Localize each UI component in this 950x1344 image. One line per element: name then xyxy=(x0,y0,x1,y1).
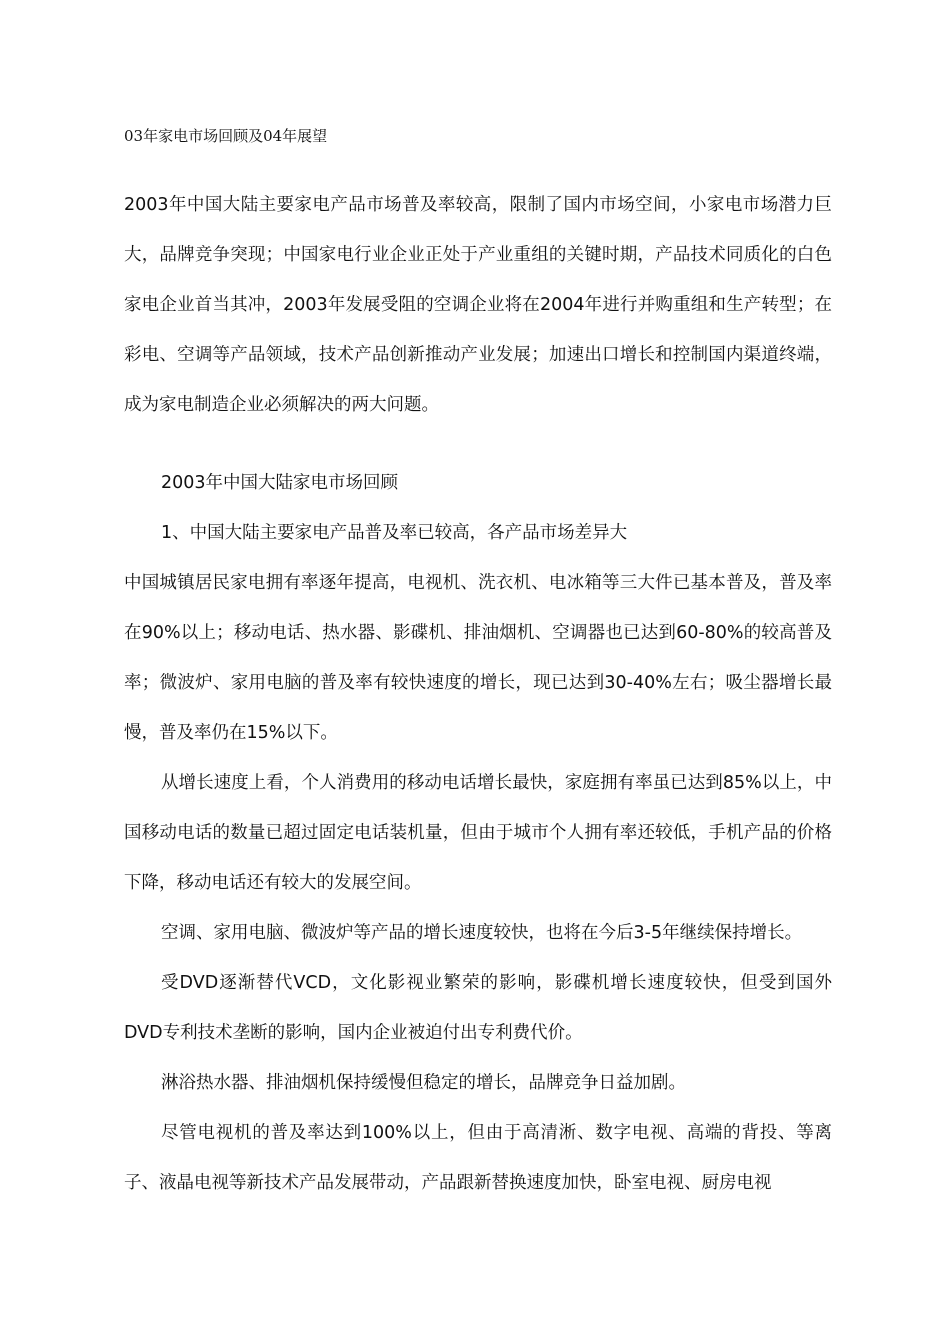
paragraph-ownership-rates: 中国城镇居民家电拥有率逐年提高，电视机、洗衣机、电冰箱等三大件已基本普及，普及率在90%以上；移动电话、热水器、影碟机、排油烟机、空调器也已达到60-80%的较高普及率；微波炉、家用电脑的普及率有较快速度的增长，现已达到30-40%左右；吸尘器增长最慢，普及率仍在15%以下。 xyxy=(124,573,832,743)
document-body xyxy=(124,180,832,1208)
subsection-heading: 1、中国大陆主要家电产品普及率已较高，各产品市场差异大 xyxy=(161,523,628,543)
paragraph-summary: 2003年中国大陆主要家电产品市场普及率较高，限制了国内市场空间，小家电市场潜力巨大，品牌竞争突现；中国家电行业企业正处于产业重组的关键时期，产品技术同质化的白色家电企业首当其冲，2003年发展受阻的空调企业将在2004年进行并购重组和生产转型；在彩电、空调等产品领域，技术产品创新推动产业发展；加速出口增长和控制国内渠道终端，成为家电制造企业必须解决的两大问题。 xyxy=(124,195,832,415)
paragraph-mobile-growth: 从增长速度上看，个人消费用的移动电话增长最快，家庭拥有率虽已达到85%以上，中国移动电话的数量已超过固定电话装机量，但由于城市个人拥有率还较低，手机产品的价格下降，移动电话还有较大的发展空间。 xyxy=(124,773,832,893)
paragraph-ac-pc-microwave: 空调、家用电脑、微波炉等产品的增长速度较快，也将在今后3-5年继续保持增长。 xyxy=(161,923,803,943)
paragraph-tv: 尽管电视机的普及率达到100%以上，但由于高清淅、数字电视、高端的背投、等离子、液晶电视等新技术产品发展带动，产品跟新替换速度加快，卧室电视、厨房电视 xyxy=(124,1123,832,1193)
document-title: 03年家电市场回顾及04年展望 xyxy=(124,127,328,145)
paragraph-dvd: 受DVD逐渐替代VCD，文化影视业繁荣的影响，影碟机增长速度较快，但受到国外DVD专利技术垄断的影响，国内企业被迫付出专利费代价。 xyxy=(124,973,832,1043)
section-heading: 2003年中国大陆家电市场回顾 xyxy=(161,473,399,493)
paragraph-water-heater: 淋浴热水器、排油烟机保持缓慢但稳定的增长，品牌竞争日益加剧。 xyxy=(161,1073,686,1093)
